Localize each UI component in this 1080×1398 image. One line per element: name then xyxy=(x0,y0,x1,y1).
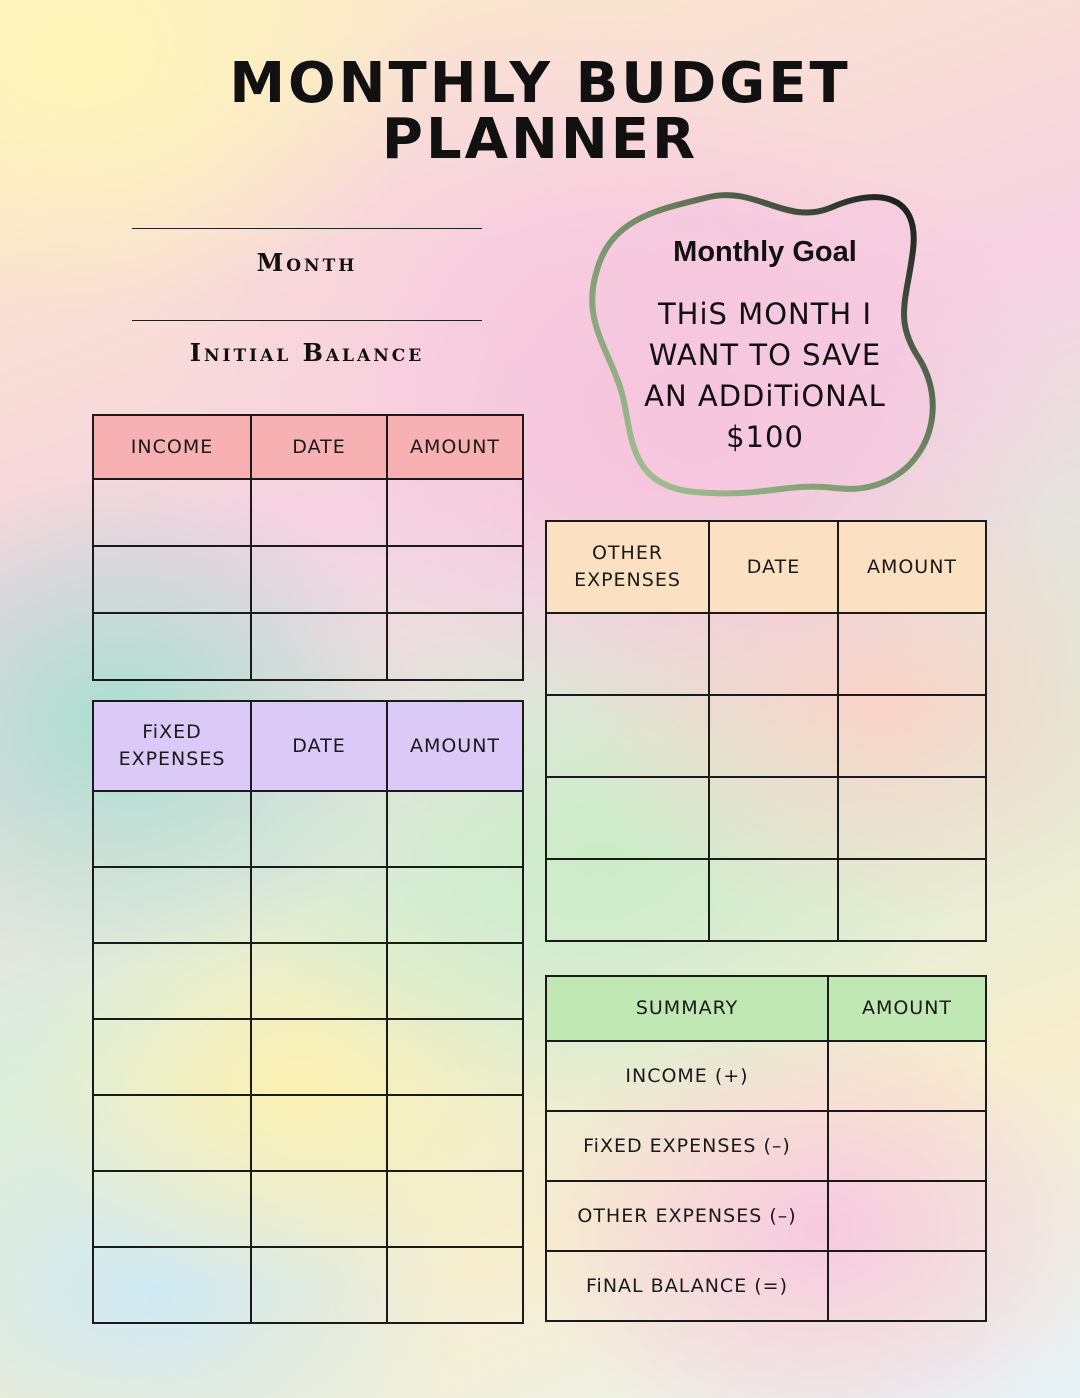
amount-cell[interactable] xyxy=(828,1041,986,1111)
amount-cell[interactable] xyxy=(387,546,523,613)
date-cell[interactable] xyxy=(251,1247,387,1323)
fixed-expenses-header: FiXED EXPENSES xyxy=(93,701,251,791)
table-row xyxy=(93,1095,523,1171)
title-line-1: MONTHLY BUDGET xyxy=(229,51,851,116)
other-amount-header: AMOUNT xyxy=(838,521,986,613)
table-row xyxy=(546,613,986,695)
initial-balance-input-line[interactable] xyxy=(132,320,482,321)
table-row xyxy=(93,479,523,546)
income-table xyxy=(92,414,524,681)
amount-cell[interactable] xyxy=(387,1247,523,1323)
amount-cell[interactable] xyxy=(838,859,986,941)
amount-cell[interactable] xyxy=(828,1111,986,1181)
month-label: Month xyxy=(256,248,358,277)
expense-cell[interactable] xyxy=(93,1019,251,1095)
page-title xyxy=(0,51,1080,172)
fixed-date-header: DATE xyxy=(251,701,387,791)
expense-cell[interactable] xyxy=(93,1095,251,1171)
expense-cell[interactable] xyxy=(546,695,709,777)
amount-cell[interactable] xyxy=(838,613,986,695)
expense-cell[interactable] xyxy=(546,859,709,941)
amount-cell[interactable] xyxy=(387,1019,523,1095)
goal-line: WANT TO SAVE xyxy=(648,338,882,372)
expense-cell[interactable] xyxy=(93,1171,251,1247)
summary-other-label: OTHER EXPENSES (–) xyxy=(546,1181,828,1251)
amount-cell[interactable] xyxy=(838,695,986,777)
amount-cell[interactable] xyxy=(828,1181,986,1251)
date-cell[interactable] xyxy=(251,791,387,867)
date-cell[interactable] xyxy=(709,777,838,859)
summary-header: SUMMARY xyxy=(546,976,828,1041)
date-cell[interactable] xyxy=(251,1019,387,1095)
date-cell[interactable] xyxy=(251,546,387,613)
summary-table xyxy=(545,975,987,1322)
amount-cell[interactable] xyxy=(387,791,523,867)
table-row xyxy=(93,1171,523,1247)
date-cell[interactable] xyxy=(251,867,387,943)
date-cell[interactable] xyxy=(251,943,387,1019)
table-row xyxy=(546,777,986,859)
table-row xyxy=(546,1041,986,1111)
date-cell[interactable] xyxy=(251,1095,387,1171)
income-header: INCOME xyxy=(93,415,251,479)
fixed-expenses-table xyxy=(92,700,524,1324)
income-date-header: DATE xyxy=(251,415,387,479)
date-cell[interactable] xyxy=(709,695,838,777)
amount-cell[interactable] xyxy=(387,1095,523,1171)
goal-text xyxy=(620,294,910,458)
table-row xyxy=(546,1181,986,1251)
table-row xyxy=(93,546,523,613)
amount-cell[interactable] xyxy=(828,1251,986,1321)
date-cell[interactable] xyxy=(709,613,838,695)
goal-amount: $100 xyxy=(726,420,804,454)
amount-cell[interactable] xyxy=(838,777,986,859)
table-row xyxy=(546,695,986,777)
expense-cell[interactable] xyxy=(93,791,251,867)
amount-cell[interactable] xyxy=(387,479,523,546)
amount-cell[interactable] xyxy=(387,867,523,943)
amount-cell[interactable] xyxy=(387,943,523,1019)
amount-cell[interactable] xyxy=(387,1171,523,1247)
table-row xyxy=(93,1019,523,1095)
income-cell[interactable] xyxy=(93,546,251,613)
table-row xyxy=(546,1111,986,1181)
income-cell[interactable] xyxy=(93,479,251,546)
initial-balance-label: Initial Balance xyxy=(189,338,425,367)
income-cell[interactable] xyxy=(93,613,251,680)
table-row xyxy=(93,1247,523,1323)
other-expenses-header: OTHER EXPENSES xyxy=(546,521,709,613)
goal-heading: Monthly Goal xyxy=(673,236,857,268)
title-line-2: PLANNER xyxy=(381,107,699,172)
other-date-header: DATE xyxy=(709,521,838,613)
table-row xyxy=(93,613,523,680)
summary-amount-header: AMOUNT xyxy=(828,976,986,1041)
expense-cell[interactable] xyxy=(546,613,709,695)
table-row xyxy=(93,943,523,1019)
other-expenses-table xyxy=(545,520,987,942)
goal-line: AN ADDiTiONAL xyxy=(644,379,886,413)
income-amount-header: AMOUNT xyxy=(387,415,523,479)
fixed-amount-header: AMOUNT xyxy=(387,701,523,791)
goal-line: THiS MONTH I xyxy=(657,297,873,331)
table-row xyxy=(546,859,986,941)
expense-cell[interactable] xyxy=(93,1247,251,1323)
date-cell[interactable] xyxy=(709,859,838,941)
date-cell[interactable] xyxy=(251,1171,387,1247)
expense-cell[interactable] xyxy=(93,943,251,1019)
date-cell[interactable] xyxy=(251,479,387,546)
month-input-line[interactable] xyxy=(132,228,482,229)
expense-cell[interactable] xyxy=(93,867,251,943)
amount-cell[interactable] xyxy=(387,613,523,680)
table-row xyxy=(93,867,523,943)
expense-cell[interactable] xyxy=(546,777,709,859)
summary-income-label: INCOME (+) xyxy=(546,1041,828,1111)
table-row xyxy=(546,1251,986,1321)
summary-final-label: FiNAL BALANCE (=) xyxy=(546,1251,828,1321)
summary-fixed-label: FiXED EXPENSES (–) xyxy=(546,1111,828,1181)
date-cell[interactable] xyxy=(251,613,387,680)
table-row xyxy=(93,791,523,867)
